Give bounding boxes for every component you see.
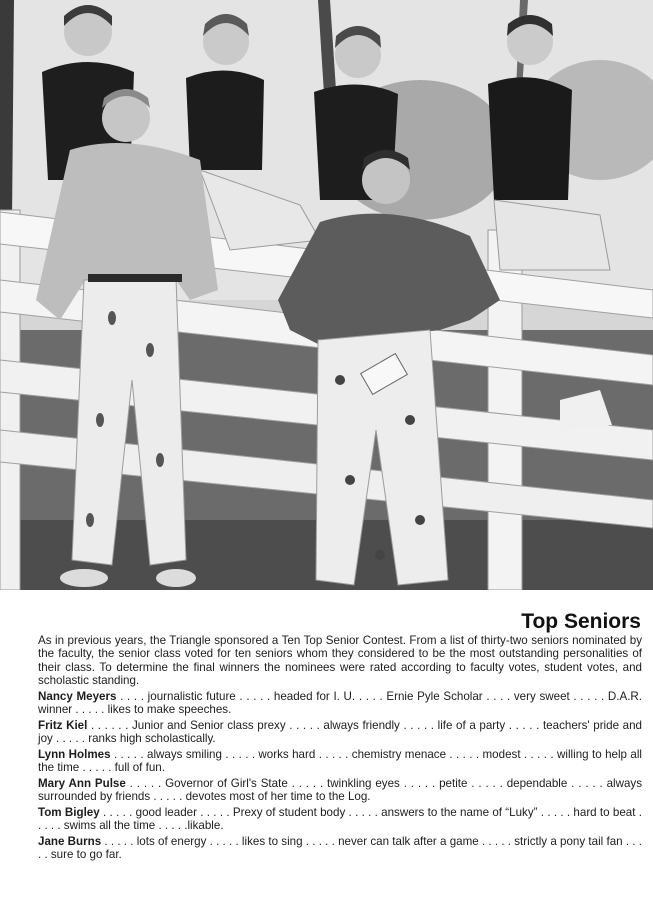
senior-name: Nancy Meyers: [38, 689, 117, 703]
senior-entry: [38, 719, 642, 746]
senior-name: Tom Bigley: [38, 806, 100, 820]
senior-entry: [38, 777, 642, 804]
senior-name: Jane Burns: [38, 835, 102, 849]
senior-name: Lynn Holmes: [38, 747, 111, 761]
senior-entry: [38, 748, 642, 775]
senior-description: . . . . . always smiling . . . . . works hard . . . . . chemistry menace . . . . . modest . . . . . willing to help all the time . . . . . full of fun.: [38, 747, 642, 775]
senior-description: . . . . . . Junior and Senior class prexy . . . . . always friendly . . . . . life of a party . . . . . teachers' pride and joy . . . . . ranks high scholastically.: [38, 718, 642, 746]
senior-entry: [38, 835, 642, 862]
article-title: Top Seniors: [521, 610, 641, 633]
senior-description: . . . . . Governor of Girl's State . . . . . twinkling eyes . . . . . petite . . . . . dependable . . . . . always surrounded by friends . . . . . devotes most of her time to the Log.: [38, 776, 643, 804]
senior-description: . . . . journalistic future . . . . . headed for I. U. . . . . Ernie Pyle Scholar . . . . very sweet . . . . . D.A.R. winner . . . . . likes to make speeches.: [38, 689, 643, 716]
senior-description: . . . . . lots of energy . . . . . likes to sing . . . . . never can talk after a game . . . . . strictly a pony tail fan . . . . . sure to go far.: [38, 835, 642, 862]
senior-name: Fritz Kiel: [38, 718, 88, 732]
article-body: [38, 634, 642, 862]
senior-description: . . . . . good leader . . . . . Prexy of student body . . . . . answers to the name of “Luky” . . . . . hard to beat . . . . . swims all the time . . . . .likable.: [38, 806, 642, 833]
senior-entry: [38, 806, 642, 833]
senior-name: Mary Ann Pulse: [38, 776, 126, 790]
senior-entry: [38, 690, 642, 717]
intro-paragraph: As in previous years, the Triangle sponsored a Ten Top Senior Contest. From a list of thirty-two seniors nominated by the faculty, the senior class voted for ten seniors whom they considered to be the most outstanding personalities of their class. To determine the final winners the nominees were rated according to faculty votes, student votes, and scholastic standing.: [38, 634, 642, 687]
